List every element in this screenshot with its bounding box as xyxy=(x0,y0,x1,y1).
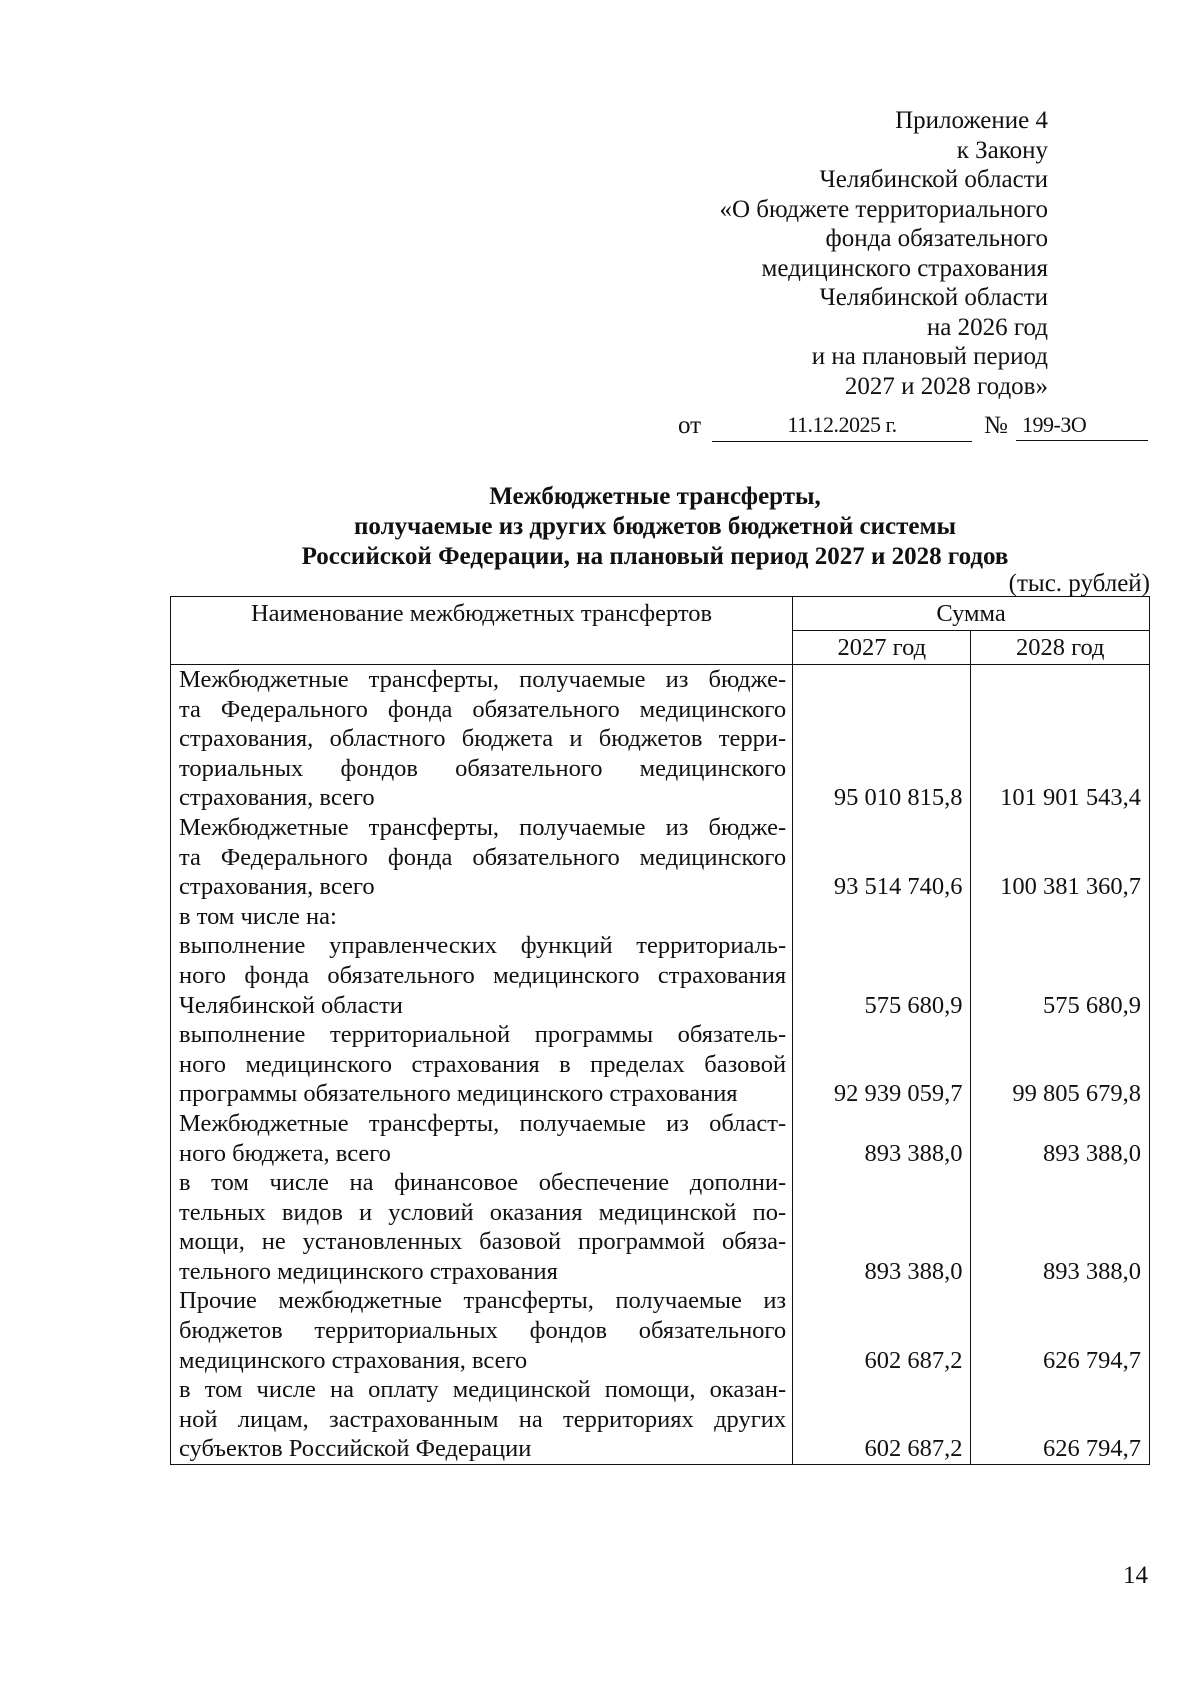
row-name-cell xyxy=(171,1286,793,1375)
row-name-cell xyxy=(171,931,793,1020)
header-line: 2027 и 2028 годов» xyxy=(844,372,1048,400)
row-name-cell xyxy=(171,1375,793,1464)
column-header-2027: 2027 год xyxy=(793,631,971,665)
row-name-line: Челябинской области xyxy=(179,991,403,1019)
law-date: 11.12.2025 г. xyxy=(712,412,972,442)
title-line: Межбюджетные трансферты, xyxy=(489,483,821,510)
row-value-2027: 893 388,0 xyxy=(793,1109,971,1168)
law-number: 199-ЗО xyxy=(1016,412,1148,441)
row-name-line: страхования, всего xyxy=(179,873,375,901)
row-name-line: тельного медицинского страхования xyxy=(179,1257,558,1285)
row-name-line: та Федерального фонда обязательного медицинского xyxy=(179,843,787,871)
table-row xyxy=(171,1168,1150,1286)
row-value-2027: 893 388,0 xyxy=(793,1168,971,1286)
row-value-2027: 95 010 815,8 xyxy=(793,665,971,813)
header-line: «О бюджете территориального xyxy=(719,195,1048,223)
row-name-line: программы обязательного медицинского страхования xyxy=(179,1080,738,1108)
row-name-cell xyxy=(171,1109,793,1168)
law-date-number-line xyxy=(678,412,1150,444)
header-line: и на плановый период xyxy=(811,343,1048,370)
row-name-cell xyxy=(171,1168,793,1286)
header-line: Челябинской области xyxy=(819,284,1048,311)
document-title xyxy=(160,482,1150,572)
row-value-2028 xyxy=(971,902,1150,932)
title-line: Российской Федерации, на плановый период 2027 и 2028 годов xyxy=(301,543,1009,570)
header-line: Челябинской области xyxy=(819,166,1048,193)
row-name-line: ной лицам, застрахованным на территориях других xyxy=(179,1405,787,1433)
number-sign: № xyxy=(984,412,1008,439)
header-line: на 2026 год xyxy=(926,313,1048,341)
table-row xyxy=(171,931,1150,1020)
row-name-line: Межбюджетные трансферты, получаемые из област- xyxy=(179,1109,787,1137)
header-line: фонда обязательного xyxy=(825,225,1048,252)
row-value-2027: 602 687,2 xyxy=(793,1286,971,1375)
row-name-line: ного медицинского страхования в пределах базовой xyxy=(179,1050,787,1078)
row-name-line: та Федерального фонда обязательного медицинского xyxy=(179,695,787,723)
row-name-line: в том числе на финансовое обеспечение дополни- xyxy=(179,1169,787,1197)
from-label: от xyxy=(678,412,702,439)
row-name-line: медицинского страхования, всего xyxy=(179,1346,528,1374)
row-name-line: в том числе на: xyxy=(179,902,337,930)
row-name-line: страхования, всего xyxy=(179,784,375,812)
page-number: 14 xyxy=(1123,1562,1148,1589)
row-name-cell xyxy=(171,665,793,813)
column-header-name: Наименование межбюджетных трансфертов xyxy=(171,597,793,665)
row-name-cell xyxy=(171,1020,793,1109)
row-name-line: страхования, областного бюджета и бюджетов терри- xyxy=(179,725,787,753)
law-annex-header xyxy=(719,106,1048,401)
table-body xyxy=(171,665,1150,1465)
units-label: (тыс. рублей) xyxy=(1008,570,1150,597)
row-name-line: выполнение управленческих функций территориаль- xyxy=(179,932,787,960)
row-name-line: Межбюджетные трансферты, получаемые из бюдже- xyxy=(179,666,787,693)
transfers-table xyxy=(170,596,1150,1465)
table-row xyxy=(171,1109,1150,1168)
table-row xyxy=(171,1286,1150,1375)
row-value-2028: 99 805 679,8 xyxy=(971,1020,1150,1109)
row-value-2028: 575 680,9 xyxy=(971,931,1150,1020)
row-value-2027: 92 939 059,7 xyxy=(793,1020,971,1109)
header-line: к Закону xyxy=(956,136,1048,164)
row-value-2028: 626 794,7 xyxy=(971,1286,1150,1375)
table-row xyxy=(171,902,1150,932)
row-value-2027: 93 514 740,6 xyxy=(793,813,971,902)
header-line: медицинского страхования xyxy=(761,254,1048,282)
table-row xyxy=(171,665,1150,813)
row-value-2028: 893 388,0 xyxy=(971,1109,1150,1168)
row-name-line: субъектов Российской Федерации xyxy=(179,1435,532,1463)
row-name-line: Межбюджетные трансферты, получаемые из бюдже- xyxy=(179,813,787,841)
row-value-2028: 626 794,7 xyxy=(971,1375,1150,1464)
row-name-line: выполнение территориальной программы обязатель- xyxy=(179,1021,787,1049)
table-row xyxy=(171,1375,1150,1464)
row-value-2027: 602 687,2 xyxy=(793,1375,971,1464)
row-name-line: Прочие межбюджетные трансферты, получаемые из xyxy=(179,1287,787,1315)
row-name-line: мощи, не установленных базовой программой обяза- xyxy=(179,1228,787,1256)
table-row xyxy=(171,1020,1150,1109)
row-value-2028: 100 381 360,7 xyxy=(971,813,1150,902)
row-name-line: бюджетов территориальных фондов обязательного xyxy=(179,1317,787,1345)
header-line: Приложение 4 xyxy=(895,107,1048,134)
row-name-line: тельных видов и условий оказания медицинской по- xyxy=(179,1198,787,1226)
row-name-line: ного бюджета, всего xyxy=(179,1139,391,1167)
row-value-2027 xyxy=(793,902,971,932)
row-name-line: в том числе на оплату медицинской помощи, оказан- xyxy=(179,1376,787,1404)
row-value-2028: 893 388,0 xyxy=(971,1168,1150,1286)
row-name-cell xyxy=(171,902,793,932)
title-line: получаемые из других бюджетов бюджетной системы xyxy=(354,513,956,540)
row-value-2028: 101 901 543,4 xyxy=(971,665,1150,813)
column-header-2028: 2028 год xyxy=(971,631,1150,665)
row-name-line: ториальных фондов обязательного медицинского xyxy=(179,754,787,782)
column-header-sum: Сумма xyxy=(793,597,1150,631)
table-header-row xyxy=(171,597,1150,631)
row-value-2027: 575 680,9 xyxy=(793,931,971,1020)
row-name-cell xyxy=(171,813,793,902)
row-name-line: ного фонда обязательного медицинского страхования xyxy=(179,961,787,989)
table-row xyxy=(171,813,1150,902)
